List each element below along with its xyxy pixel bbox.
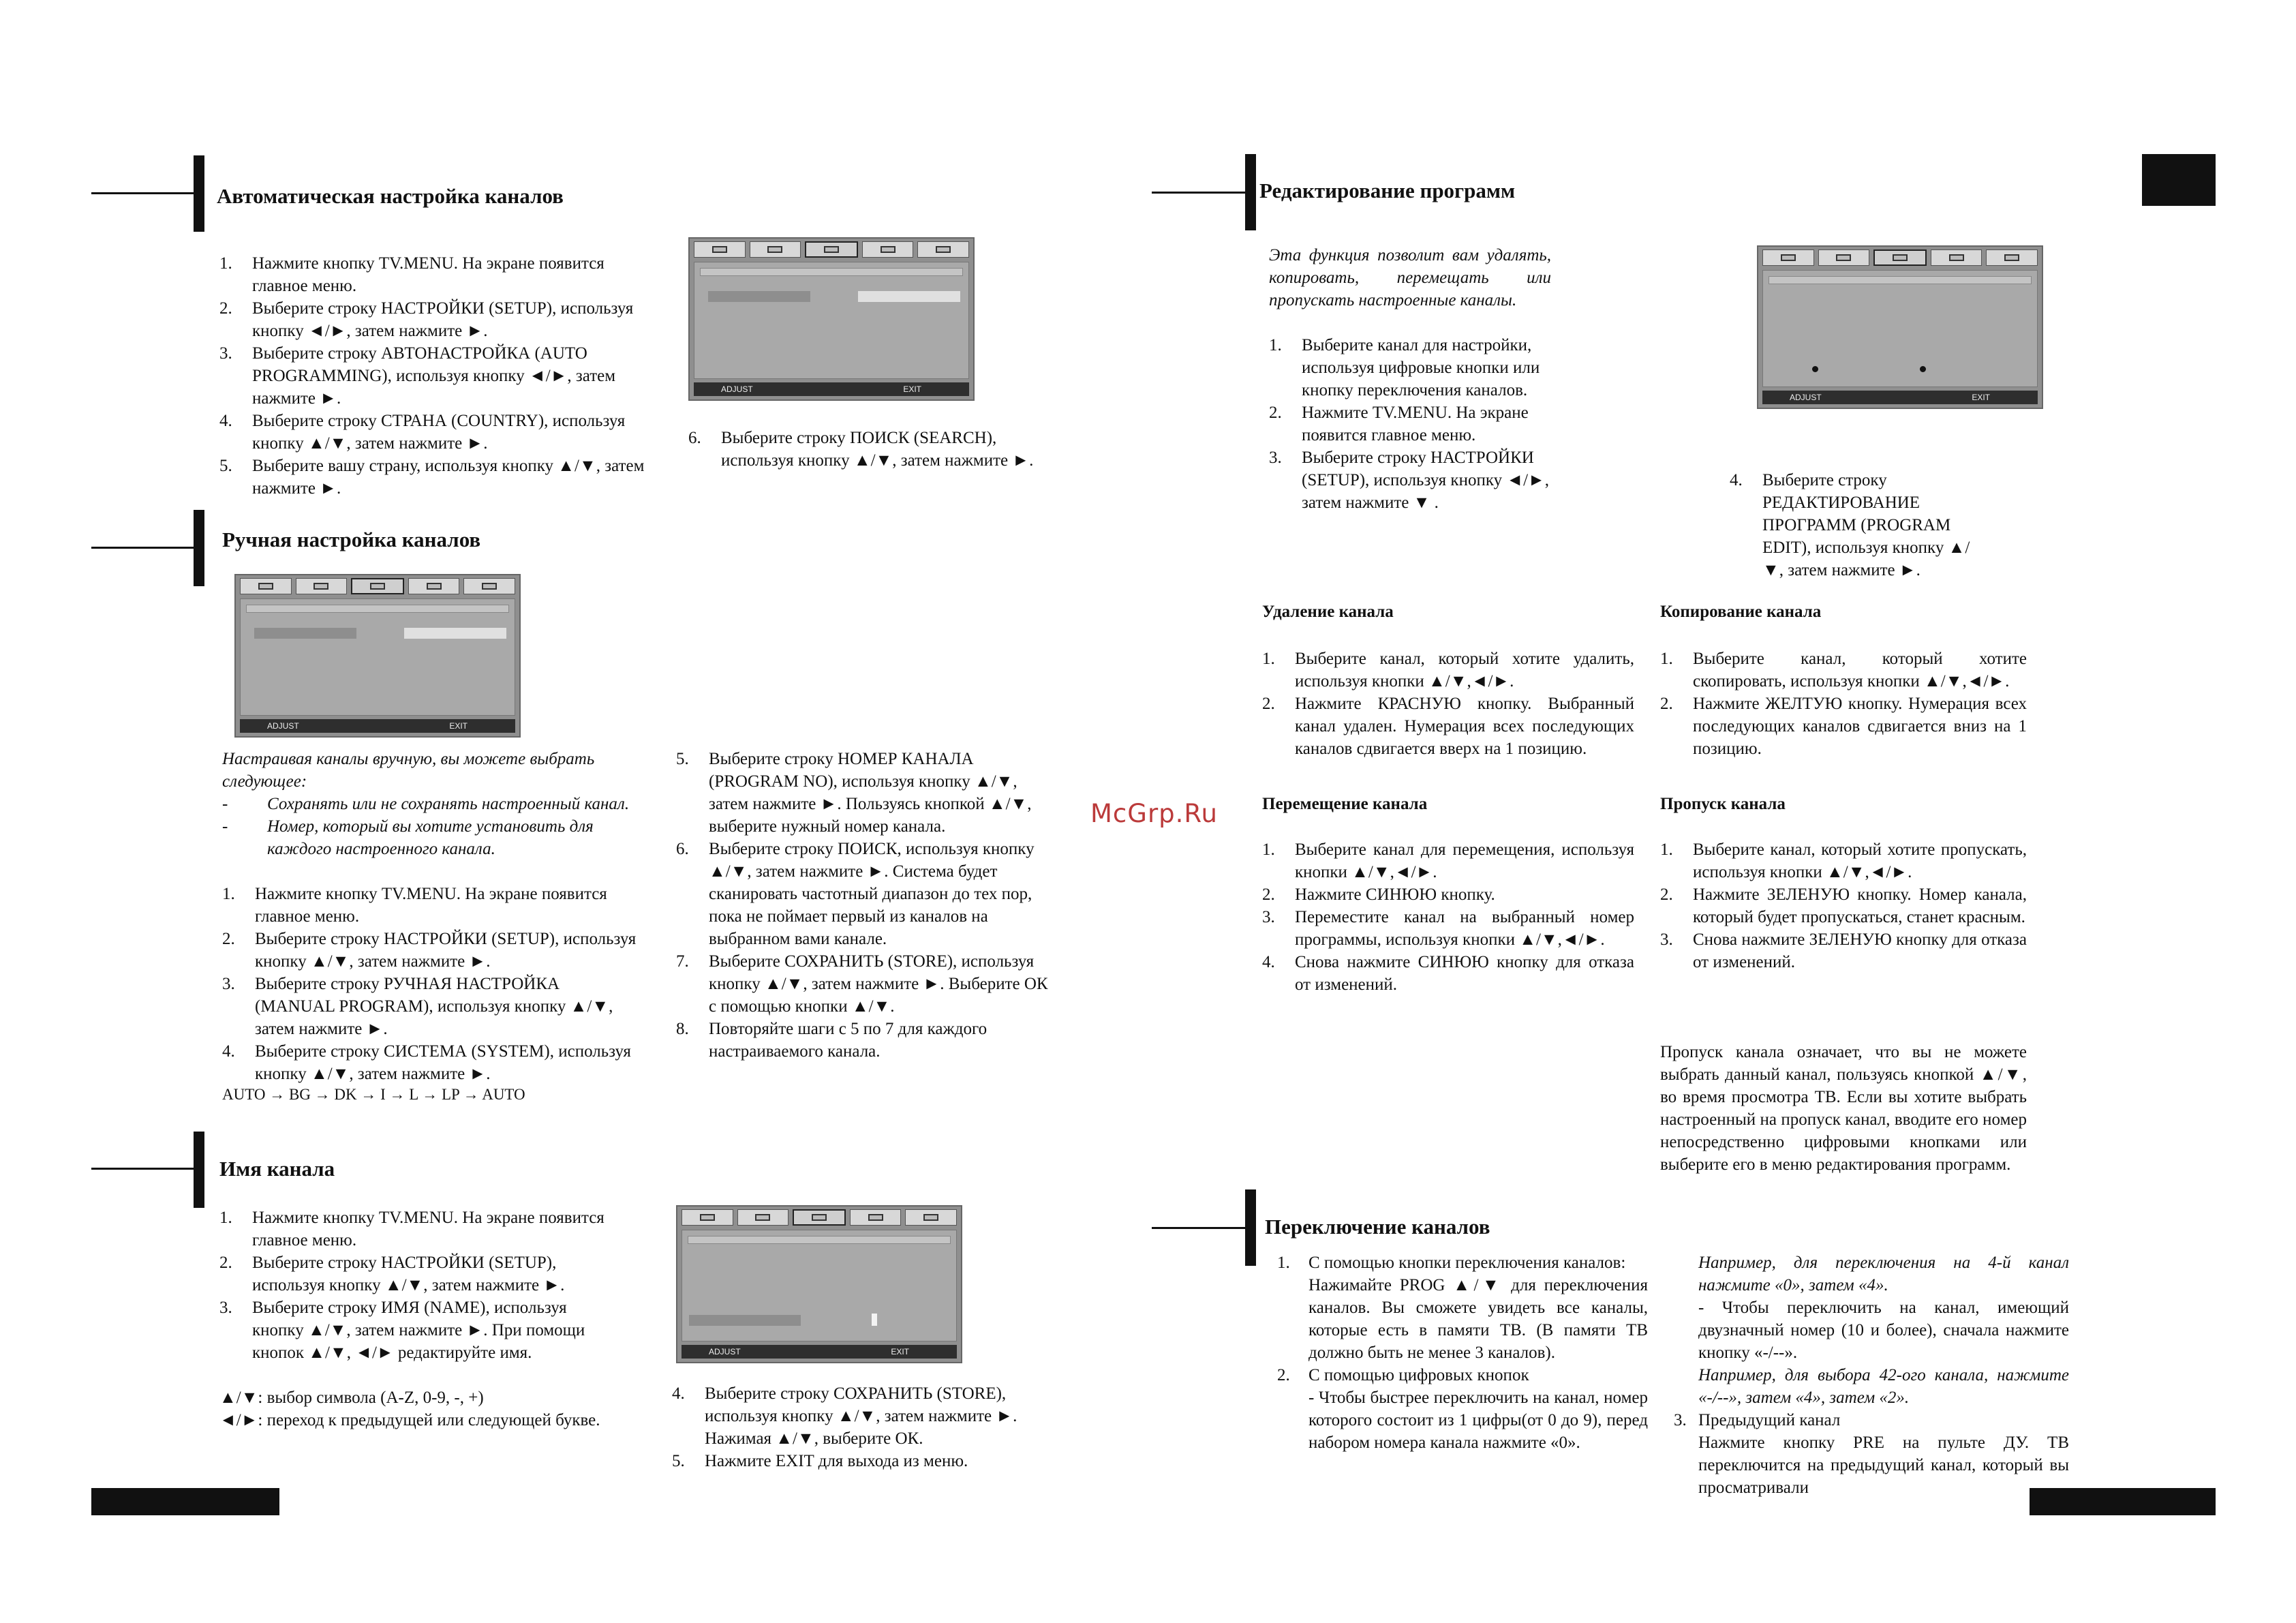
switch-item-1	[1277, 1252, 1648, 1364]
switch-right-col	[1674, 1252, 2069, 1499]
list-item-number: 7.	[676, 952, 689, 971]
list-item-text: Выберите строку НОМЕР КАНАЛА (PROGRAM NO), используя кнопку ▲/▼, затем нажмите ►. Пользуясь кнопкой ▲/▼, выберите нужный номер канала.	[709, 750, 1032, 836]
footer-bar-left	[91, 1488, 279, 1515]
list-item-number: 2.	[219, 1254, 232, 1272]
list-item-text: Выберите строку ПОИСК (SEARCH), используя кнопку ▲/▼, затем нажмите ►.	[721, 429, 1034, 470]
auto-step6-list	[688, 427, 1043, 472]
list-item-number: 6.	[676, 840, 689, 858]
switch-item3-head: Предыдущий канал	[1698, 1411, 1841, 1429]
name-steps-right-list	[672, 1382, 1026, 1472]
list-item-number: 6.	[688, 429, 701, 447]
list-item-text: Нажмите ЖЕЛТУЮ кнопку. Нумерация всех последующих каналов сдвигается вниз на 1 позицию.	[1693, 695, 2027, 758]
switch-two-digit: - Чтобы переключить на канал, имеющий двузначный номер (10 и более), сначала нажмите кнопку «-/--».	[1698, 1299, 2069, 1362]
list-item-number: 8.	[676, 1020, 689, 1038]
list-item	[222, 928, 643, 973]
list-item-text: Выберите строку ИМЯ (NAME), используя кнопку ▲/▼, затем нажмите ►. При помощи кнопок ▲/▼, ◄/► редактируйте имя.	[252, 1299, 585, 1362]
list-item-number: 3.	[1262, 908, 1275, 926]
bar-auto	[194, 155, 204, 232]
list-item-text: Выберите канал, который хотите удалить, используя кнопки ▲/▼,◄/►.	[1295, 650, 1634, 691]
edit-step4-list	[1730, 469, 1989, 581]
list-item-text: Переместите канал на выбранный номер программы, используя кнопки ▲/▼,◄/►.	[1295, 908, 1634, 949]
list-item	[219, 297, 656, 342]
heading-program-edit: Редактирование программ	[1259, 179, 1516, 202]
list-item	[219, 1207, 613, 1252]
list-item-text: Выберите строку СИСТЕМА (SYSTEM), используя кнопку ▲/▼, затем нажмите ►.	[255, 1042, 631, 1083]
list-item-number: 3.	[1269, 449, 1282, 467]
list-item-number: 1.	[1660, 840, 1673, 859]
heading-skip: Пропуск канала	[1660, 795, 1786, 813]
tv-exit-label: EXIT	[449, 721, 468, 731]
list-item-text: Выберите строку СОХРАНИТЬ (STORE), используя кнопку ▲/▼, затем нажмите ►. Нажимая ▲/▼, выберите ОК.	[705, 1384, 1017, 1448]
switch-item2-body: - Чтобы быстрее переключить на канал, номер которого состоит из 1 цифры(от 0 до 9), перед набором номера канала нажмите «0».	[1308, 1389, 1648, 1452]
list-item	[1269, 334, 1551, 401]
list-item-text: Снова нажмите ЗЕЛЕНУЮ кнопку для отказа от изменений.	[1693, 930, 2027, 971]
tv-exit-label: EXIT	[1972, 393, 1990, 402]
list-item-text: Нажмите кнопку TV.MENU. На экране появится главное меню.	[255, 885, 607, 926]
heading-auto-tuning: Автоматическая настройка каналов	[217, 184, 564, 208]
list-item	[1660, 883, 2027, 928]
edit-intro	[1269, 244, 1551, 312]
switch-item-2	[1277, 1364, 1648, 1454]
list-item-number: 3.	[1660, 930, 1673, 949]
list-item-text: Нажмите кнопку TV.MENU. На экране появится главное меню.	[252, 254, 604, 295]
list-item-number: 4.	[672, 1384, 685, 1403]
switch-num-3: 3.	[1674, 1411, 1687, 1429]
list-item	[676, 748, 1058, 838]
list-item	[222, 1040, 643, 1085]
list-item-number: 1.	[219, 254, 232, 273]
heading-channel-name: Имя канала	[219, 1157, 335, 1181]
list-item	[1262, 648, 1634, 693]
list-item-number: 4.	[1262, 953, 1275, 971]
list-item-number: 5.	[672, 1452, 685, 1470]
list-item-number: -	[222, 817, 228, 836]
list-item-number: 3.	[219, 344, 232, 363]
rule-switch	[1152, 1227, 1254, 1229]
heading-delete: Удаление канала	[1262, 603, 1394, 621]
skip-note: Пропуск канала означает, что вы не можете выбрать данный канал, пользуясь кнопкой ▲/▼, во время просмотра ТВ. Если вы хотите выбрать настроенный на пропуск канал, вводите его номер непосредственно цифровыми кнопками или выберите его в меню редактирования программ.	[1660, 1043, 2027, 1174]
switch-item-3	[1674, 1409, 2069, 1499]
move-steps-list	[1262, 838, 1634, 996]
switch-num-1: 1.	[1277, 1254, 1290, 1272]
list-item	[1660, 928, 2027, 973]
tv-adjust-label: ADJUST	[709, 1347, 741, 1356]
switch-item3-body: Нажмите кнопку PRE на пульте ДУ. ТВ переключится на предыдущий канал, который вы просматривали	[1698, 1434, 2069, 1497]
list-item	[219, 252, 656, 297]
list-item-number: 2.	[1660, 695, 1673, 713]
name-cursor	[872, 1314, 877, 1326]
list-item-text: Нажмите СИНЮЮ кнопку.	[1295, 885, 1495, 904]
list-item	[222, 973, 643, 1040]
list-item-number: 1.	[219, 1209, 232, 1227]
list-item	[219, 342, 656, 410]
list-item-text: Выберите строку НАСТРОЙКИ (SETUP), используя кнопку ▲/▼, затем нажмите ►.	[255, 930, 637, 971]
list-item	[1269, 446, 1551, 514]
edit-steps-list	[1269, 334, 1551, 514]
list-item-number: 3.	[219, 1299, 232, 1317]
list-item-text: Выберите канал, который хотите скопировать, используя кнопки ▲/▼,◄/►.	[1693, 650, 2027, 691]
list-item-number: 5.	[676, 750, 689, 768]
watermark: McGrp.Ru	[1090, 799, 1218, 828]
list-item-text: Повторяйте шаги с 5 по 7 для каждого настраиваемого канала.	[709, 1020, 988, 1061]
list-item	[219, 410, 656, 455]
list-item	[1262, 951, 1634, 996]
list-item	[676, 950, 1058, 1018]
list-item-text: Выберите строку СТРАНА (COUNTRY), используя кнопку ▲/▼, затем нажмите ►.	[252, 412, 626, 453]
list-item	[1660, 838, 2027, 883]
auto-steps-list	[219, 252, 656, 500]
list-item-text: Номер, который вы хотите установить для каждого настроенного канала.	[267, 817, 594, 858]
tv-adjust-label: ADJUST	[1790, 393, 1822, 402]
list-item	[219, 1296, 613, 1364]
list-item	[219, 1252, 613, 1296]
list-item-text: Выберите СОХРАНИТЬ (STORE), используя кнопку ▲/▼, затем нажмите ►. Выберите ОК с помощью кнопки ▲/▼.	[709, 952, 1048, 1016]
list-item-text: Выберите строку РУЧНАЯ НАСТРОЙКА (MANUAL PROGRAM), используя кнопку ▲/▼, затем нажмите ►.	[255, 975, 613, 1038]
list-item-text: Выберите вашу страну, используя кнопку ▲/▼, затем нажмите ►.	[252, 457, 645, 498]
list-item-number: -	[222, 795, 228, 813]
list-item-number: 3.	[222, 975, 235, 993]
list-item-text: Выберите строку ПОИСК, используя кнопку ▲/▼, затем нажмите ►. Система будет сканировать частотный диапазон до тех пор, пока не поймает первый из каналов на выбранном вами канале.	[709, 840, 1035, 948]
manual-intro	[222, 748, 631, 793]
list-item-number: 1.	[1660, 650, 1673, 668]
list-item-number: 4.	[222, 1042, 235, 1061]
list-item-text: Выберите строку НАСТРОЙКИ (SETUP), используя кнопку ◄/►, затем нажмите ▼ .	[1302, 449, 1550, 512]
list-item-text: Снова нажмите СИНЮЮ кнопку для отказа от изменений.	[1295, 953, 1634, 994]
list-item-number: 4.	[1730, 471, 1743, 489]
list-item-text: Выберите строку АВТОНАСТРОЙКА (AUTO PROGRAMMING), используя кнопку ◄/►, затем нажмите ►.	[252, 344, 616, 408]
edit-intro-text: Эта функция позволит вам удалять, копировать, перемещать или пропускать настроенные каналы.	[1269, 246, 1551, 309]
heading-move: Перемещение канала	[1262, 795, 1428, 813]
manual-intro-text: Настраивая каналы вручную, вы можете выбрать следующее:	[222, 750, 595, 791]
name-note-symbols: ▲/▼: выбор символа (A-Z, 0-9, -, +)	[219, 1389, 484, 1407]
list-item	[676, 1018, 1058, 1063]
bar-name	[194, 1132, 204, 1208]
list-item	[676, 838, 1058, 950]
switch-item2-head: С помощью цифровых кнопок	[1308, 1366, 1529, 1384]
bar-edit	[1245, 154, 1256, 230]
list-item-text: Нажмите TV.MENU. На экране появится главное меню.	[1302, 404, 1529, 444]
switch-examples	[1674, 1252, 2069, 1409]
list-item-number: 2.	[222, 930, 235, 948]
list-item-text: Выберите канал, который хотите пропускать, используя кнопки ▲/▼,◄/►.	[1693, 840, 2027, 881]
list-item-number: 4.	[219, 412, 232, 430]
switch-example-1: Например, для переключения на 4-й канал нажмите «0», затем «4».	[1698, 1254, 2069, 1294]
list-item-number: 1.	[1262, 650, 1275, 668]
tv-exit-label: EXIT	[891, 1347, 909, 1356]
list-item	[688, 427, 1043, 472]
list-item	[1660, 693, 2027, 760]
rule-manual	[91, 547, 194, 549]
list-item	[672, 1382, 1026, 1450]
color-dot	[1920, 366, 1926, 372]
tv-exit-label: EXIT	[903, 384, 921, 394]
list-item-number: 2.	[1262, 695, 1275, 713]
list-item-number: 2.	[1269, 404, 1282, 422]
list-item	[1262, 883, 1634, 906]
list-item-text: Нажмите EXIT для выхода из меню.	[705, 1452, 968, 1470]
tv-menu-screen-name	[676, 1205, 962, 1363]
list-item-text: Нажмите ЗЕЛЕНУЮ кнопку. Номер канала, который будет пропускаться, станет красным.	[1693, 885, 2027, 926]
system-sequence: AUTO → BG → DK → I → L → LP → AUTO	[222, 1086, 525, 1103]
list-item	[1660, 648, 2027, 693]
list-item	[1262, 693, 1634, 760]
list-item-number: 5.	[219, 457, 232, 475]
delete-steps-list	[1262, 648, 1634, 760]
switch-left-col	[1277, 1252, 1648, 1454]
heading-channel-switch: Переключение каналов	[1265, 1215, 1490, 1239]
list-item	[672, 1450, 1026, 1472]
switch-example-2: Например, для выбора 42-ого канала, нажмите «-/--», затем «4», затем «2».	[1698, 1366, 2069, 1407]
list-item-text: Нажмите кнопку TV.MENU. На экране появится главное меню.	[252, 1209, 604, 1249]
list-item-text: Выберите строку НАСТРОЙКИ (SETUP), используя кнопку ▲/▼, затем нажмите ►.	[252, 1254, 565, 1294]
list-item	[222, 815, 631, 860]
list-item-text: Нажмите КРАСНУЮ кнопку. Выбранный канал удален. Нумерация всех последующих каналов сдвигается вверх на 1 позицию.	[1295, 695, 1634, 758]
list-item	[1262, 906, 1634, 951]
name-steps-list	[219, 1207, 613, 1364]
tv-menu-screen-manual	[234, 574, 521, 738]
list-item	[1269, 401, 1551, 446]
list-item-text: Сохранять или не сохранять настроенный канал.	[267, 795, 630, 813]
list-item	[222, 883, 643, 928]
list-item	[1262, 838, 1634, 883]
rule-edit	[1152, 192, 1254, 194]
bar-manual	[194, 510, 204, 586]
heading-manual-tuning: Ручная настройка каналов	[222, 528, 481, 551]
list-item-text: Выберите строку НАСТРОЙКИ (SETUP), используя кнопку ◄/►, затем нажмите ►.	[252, 299, 634, 340]
switch-item1-head: С помощью кнопки переключения каналов:	[1308, 1254, 1626, 1272]
list-item-number: 1.	[1262, 840, 1275, 859]
switch-num-2: 2.	[1277, 1366, 1290, 1384]
manual-steps-list	[222, 883, 643, 1085]
bar-switch	[1245, 1189, 1256, 1266]
list-item	[219, 455, 656, 500]
corner-block-top-right	[2142, 154, 2216, 206]
manual-steps-right-list	[676, 748, 1058, 1063]
tv-adjust-label: ADJUST	[267, 721, 299, 731]
switch-item1-body: Нажимайте PROG ▲/▼ для переключения каналов. Вы сможете увидеть все каналы, которые есть в памяти ТВ. (В памяти ТВ должно быть не менее 3 каналов).	[1308, 1276, 1648, 1362]
name-notes	[219, 1386, 608, 1431]
rule-name	[91, 1168, 194, 1170]
list-item-number: 1.	[1269, 336, 1282, 354]
list-item	[1730, 469, 1989, 581]
list-item-number: 2.	[1660, 885, 1673, 904]
list-item-number: 2.	[219, 299, 232, 318]
list-item-text: Выберите канал для настройки, используя цифровые кнопки или кнопку переключения каналов.	[1302, 336, 1540, 399]
heading-copy: Копирование канала	[1660, 603, 1822, 621]
color-dot	[1812, 366, 1818, 372]
list-item	[222, 793, 631, 815]
tv-adjust-label: ADJUST	[721, 384, 753, 394]
skip-steps-list	[1660, 838, 2027, 973]
name-note-letters: ◄/►: переход к предыдущей или следующей букве.	[219, 1411, 600, 1429]
tv-menu-screen-edit	[1757, 245, 2043, 409]
list-item-text: Выберите канал для перемещения, используя кнопки ▲/▼,◄/►.	[1295, 840, 1634, 881]
list-item-number: 1.	[222, 885, 235, 903]
list-item-text: Выберите строку РЕДАКТИРОВАНИЕ ПРОГРАММ (PROGRAM EDIT), используя кнопку ▲/▼, затем нажмите ►.	[1762, 471, 1970, 579]
list-item-number: 2.	[1262, 885, 1275, 904]
manual-options-list	[222, 793, 631, 860]
rule-auto	[91, 192, 194, 194]
copy-steps-list	[1660, 648, 2027, 760]
tv-menu-screen-auto	[688, 237, 975, 401]
